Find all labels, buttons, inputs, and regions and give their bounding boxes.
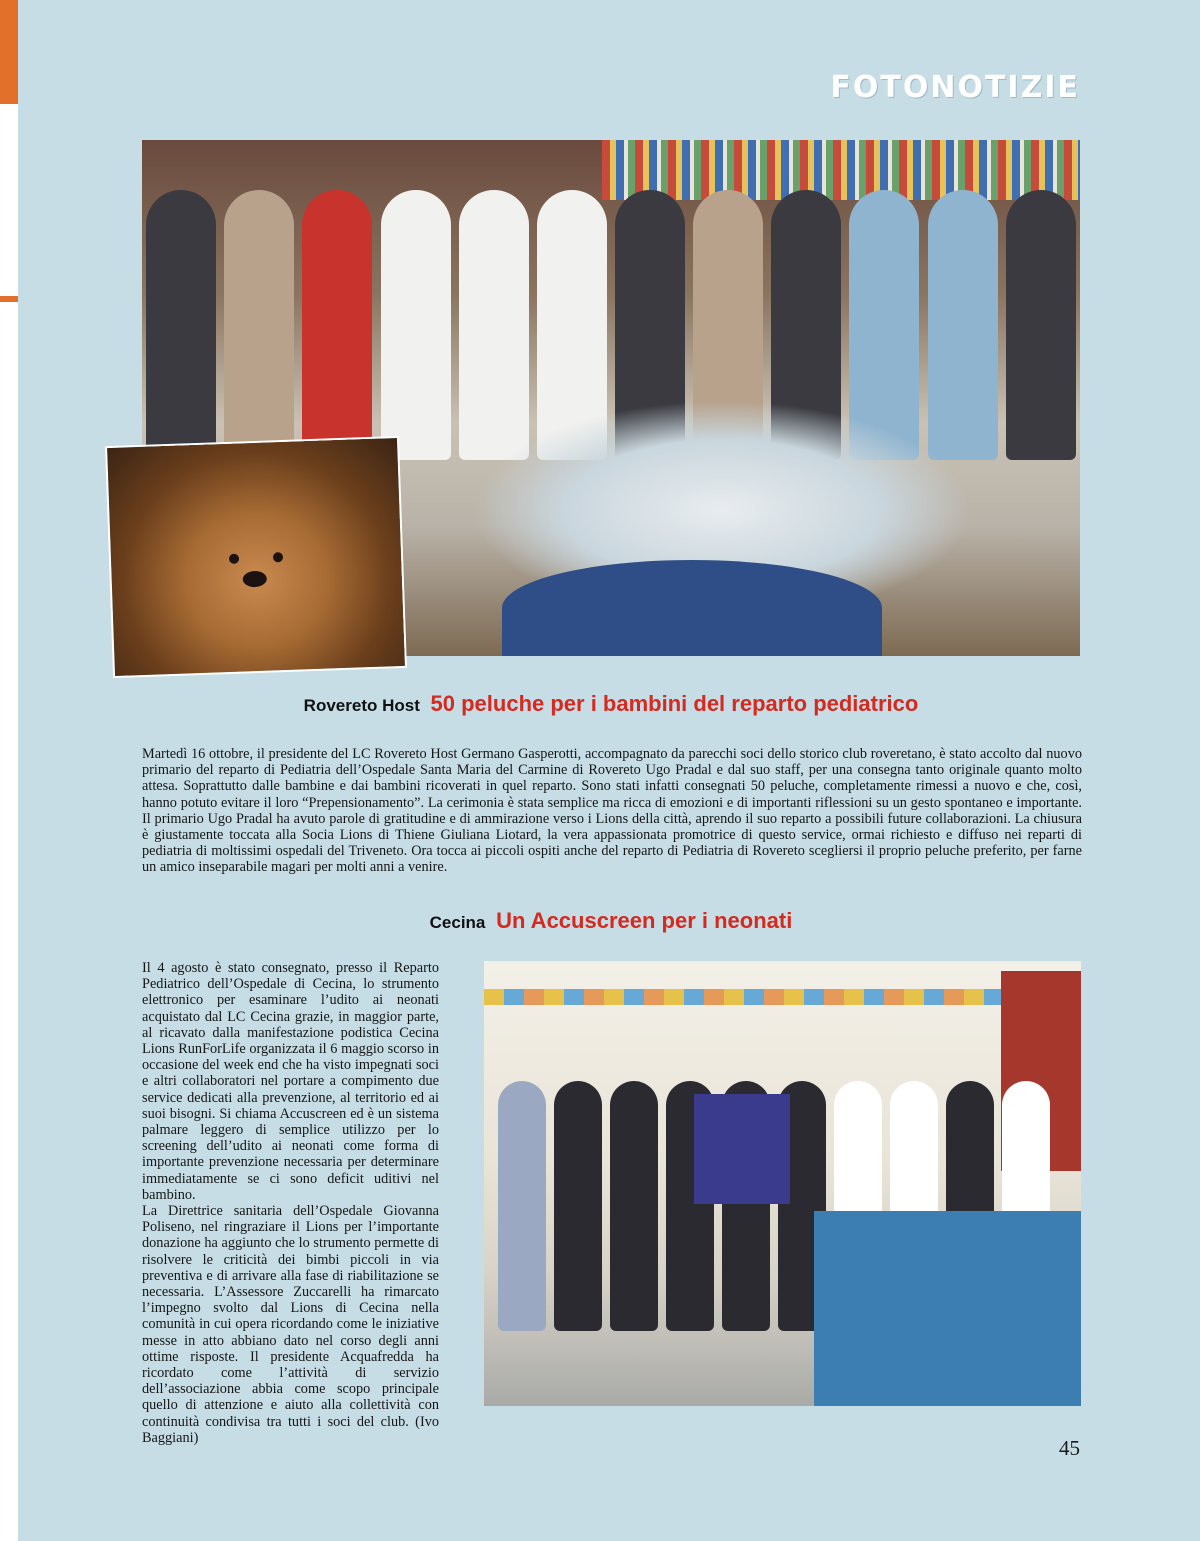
person bbox=[554, 1081, 602, 1331]
article1-headline bbox=[142, 690, 1080, 718]
person bbox=[381, 190, 451, 460]
article2-paragraph: Il 4 agosto è stato consegnato, presso il Reparto Pediatrico dell’Ospedale di Cecina, lo strumento elettronico per esaminare l’udito ai neonati acquistato dal LC Cecina grazie, in maggior parte, al ricavato dalla manifestazione podistica Cecina Lions RunForLife organizzata il 6 maggio scorso in occasione del week end che ha visto impegnati soci e altri collaboratori nel portare a compimento due service dedicati alla prevenzione, al territorio ed ai suoi bisogni. Si chiama Accuscreen ed è un sistema palmare leggero di semplice utilizzo per lo screening dell’udito ai neonati come forma di importante prevenzione necessaria per determinare immediatamente se ci sono deficit uditivi nel bambino. bbox=[142, 960, 439, 1203]
person bbox=[224, 190, 294, 460]
event-t-shirt bbox=[694, 1094, 790, 1204]
edge-accent-tick bbox=[0, 296, 18, 302]
person bbox=[498, 1081, 546, 1331]
article2-paragraph: La Direttrice sanitaria dell’Ospedale Giovanna Poliseno, nel ringraziare il Lions per l’importante donazione ha aggiunto che lo strumento permette di risolvere le criticità dei bimbi piccoli in via preventiva e di arrivare alla fase di riabilitazione se necessaria. L’Assessore Zuccarelli ha rimarcato l’impegno svolto dal Lions di Cecina nella comunità in cui opera ricordando come le iniziative messe in atto abbiano dato nel corso degli anni ottime risposte. Il presidente Acquafredda ha ricordato come l’attività di servizio dell’associazione abbia come scopo principale quello di attenzione e aiuto alla collettività con continuità condivisa tra tutti i soci del club. (Ivo Baggiani) bbox=[142, 1203, 439, 1446]
bear-eye-icon bbox=[273, 552, 283, 562]
magazine-page bbox=[18, 0, 1200, 1541]
article2-club: Cecina bbox=[429, 913, 486, 932]
bear-eye-icon bbox=[229, 554, 239, 564]
person bbox=[1006, 190, 1076, 460]
page-number: 45 bbox=[1059, 1436, 1080, 1460]
hospital-counter bbox=[814, 1211, 1081, 1406]
section-title: FOTONOTIZIE bbox=[830, 70, 1080, 105]
article1-club: Rovereto Host bbox=[303, 696, 420, 715]
article1-body: Martedì 16 ottobre, il presidente del LC Rovereto Host Germano Gasperotti, accompagnato da parecchi soci dello storico club roveretano, è stato accolto dal nuovo primario del reparto di Pediatria dell’Ospedale Santa Maria del Carmine di Rovereto Ugo Pradal e dal suo staff, per una consegna tanto originale quanto molto attesa. Soprattutto dalle bambine e dai bambini ricoverati in quel reparto. Sono stati infatti consegnati 50 peluche, completamente rimessi a nuovo e che, così, hanno potuto evitare il loro “Prepensionamento”. La cerimonia è stata semplice ma ricca di emozioni e di importanti riflessioni su un gesto spontaneo e importante. Il primario Ugo Pradal ha avuto parole di gratitudine e di ammirazione verso i Lions della città, aprendo il suo reparto a possibili future collaborazioni. La chiusura è giustamente toccata alla Socia Lions di Thiene Giuliana Liotard, la vera appassionata promotrice di questo service, ormai richiesto e diffuso nei reparti di pediatria di moltissimi ospedali del Triveneto. Ora tocca ai piccoli ospiti anche del reparto di Pediatria di Rovereto scegliersi il proprio peluche preferito, per farne un amico inseparabile magari per molti anni a venire. bbox=[142, 746, 1082, 876]
group-photo-accuscreen bbox=[484, 961, 1081, 1406]
article1-title: 50 peluche per i bambini del reparto pediatrico bbox=[430, 691, 919, 716]
article2-title: Un Accuscreen per i neonati bbox=[496, 908, 793, 933]
person bbox=[610, 1081, 658, 1331]
article2-headline bbox=[142, 907, 1080, 935]
bear-nose-icon bbox=[242, 571, 267, 588]
person bbox=[146, 190, 216, 460]
person bbox=[302, 190, 372, 460]
edge-accent-bar bbox=[0, 0, 18, 104]
article2-body bbox=[142, 960, 439, 1446]
teddy-bear-photo bbox=[107, 438, 405, 676]
wall-border-decoration bbox=[484, 989, 1081, 1005]
round-table bbox=[502, 560, 882, 656]
